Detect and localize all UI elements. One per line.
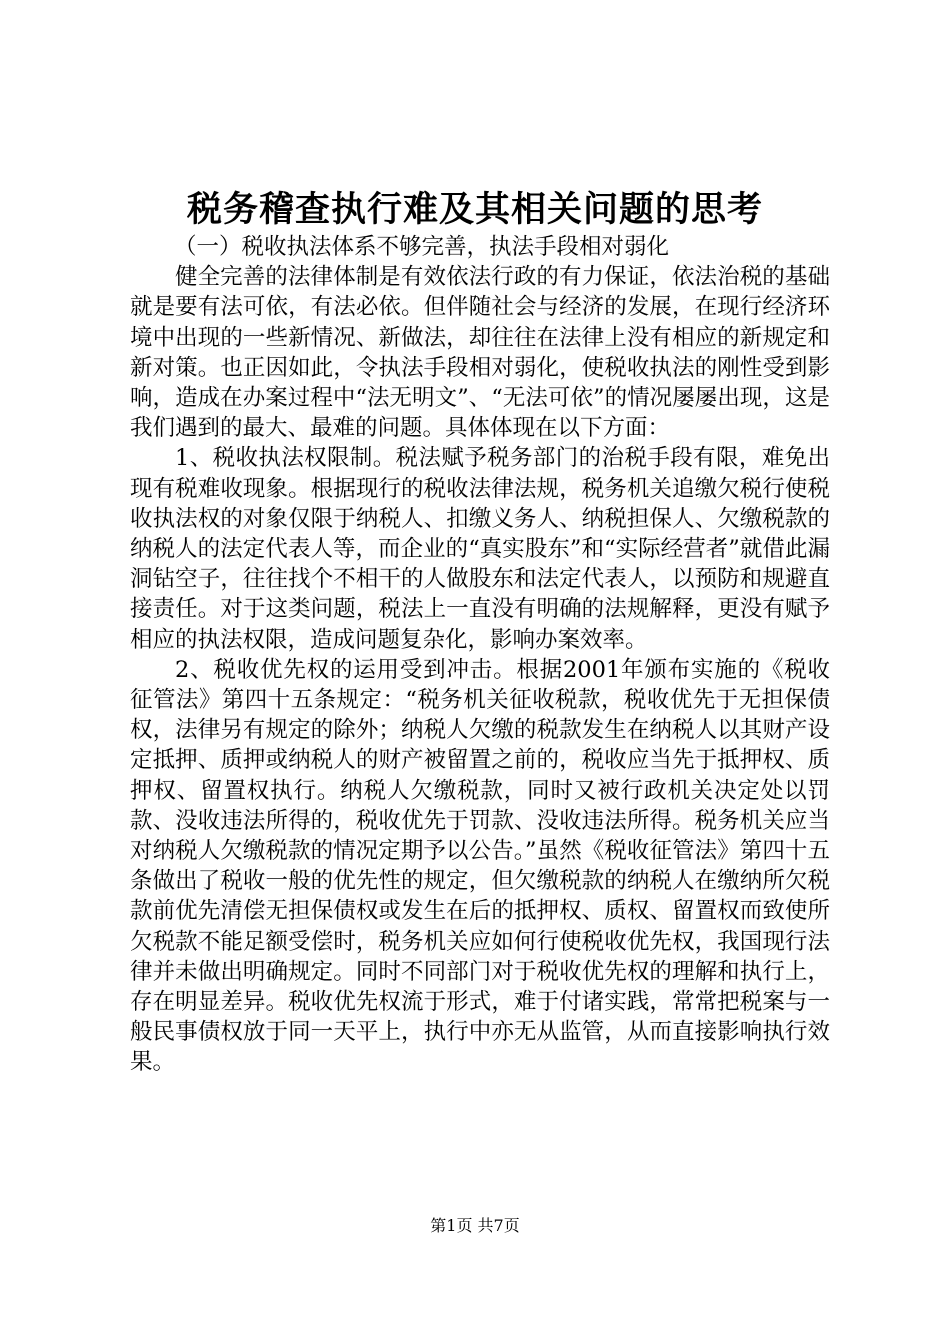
paragraph-intro: 健全完善的法律体制是有效依法行政的有力保证，依法治税的基础就是要有法可依，有法必依。但伴随社会与经济的发展，在现行经济环境中出现的一些新情况、新做法，却往往在法律上没有相应的新规定和新对策。也正因如此，令执法手段相对弱化，使税收执法的刚性受到影响，造成在办案过程中“法无明文”、“无法可依”的情况屡屡出现，这是我们遇到的最大、最难的问题。具体体现在以下方面：	[130, 264, 830, 442]
document-title: 税务稽查执行难及其相关问题的思考	[186, 189, 763, 230]
paragraph-enforcement-limits: 1、税收执法权限制。税法赋予税务部门的治税手段有限，难免出现有税难收现象。根据现行的税收法律法规，税务机关追缴欠税行使税收执法权的对象仅限于纳税人、扣缴义务人、纳税担保人、欠缴税款的纳税人的法定代表人等，而企业的“真实股东”和“实际经营者”就借此漏洞钻空子，往往找个不相干的人做股东和法定代表人，以预防和规避直接责任。对于这类问题，税法上一直没有明确的法规解释，更没有赋予相应的执法权限，造成问题复杂化，影响办案效率。	[130, 445, 830, 653]
section-heading: （一）税收执法体系不够完善，执法手段相对弱化	[174, 234, 670, 260]
page-footer: 第1页 共7页	[430, 1216, 520, 1235]
document-body	[130, 232, 830, 1078]
paragraph-tax-priority: 2、税收优先权的运用受到冲击。根据2001年颁布实施的《税收征管法》第四十五条规定：“税务机关征收税款，税收优先于无担保债权，法律另有规定的除外；纳税人欠缴的税款发生在纳税人以其财产设定抵押、质押或纳税人的财产被留置之前的，税收应当先于抵押权、质押权、留置权执行。纳税人欠缴税款，同时又被行政机关决定处以罚款、没收违法所得的，税收优先于罚款、没收违法所得。税务机关应当对纳税人欠缴税款的情况定期予以公告。”虽然《税收征管法》第四十五条做出了税收一般的优先性的规定，但欠缴税款的纳税人在缴纳所欠税款前优先清偿无担保债权或发生在后的抵押权、质权、留置权而致使所欠税款不能足额受偿时，税务机关应如何行使税收优先权，我国现行法律并未做出明确规定。同时不同部门对于税收优先权的理解和执行上，存在明显差异。税收优先权流于形式，难于付诸实践，常常把税案与一般民事债权放于同一天平上，执行中亦无从监管，从而直接影响执行效果。	[130, 656, 830, 1076]
